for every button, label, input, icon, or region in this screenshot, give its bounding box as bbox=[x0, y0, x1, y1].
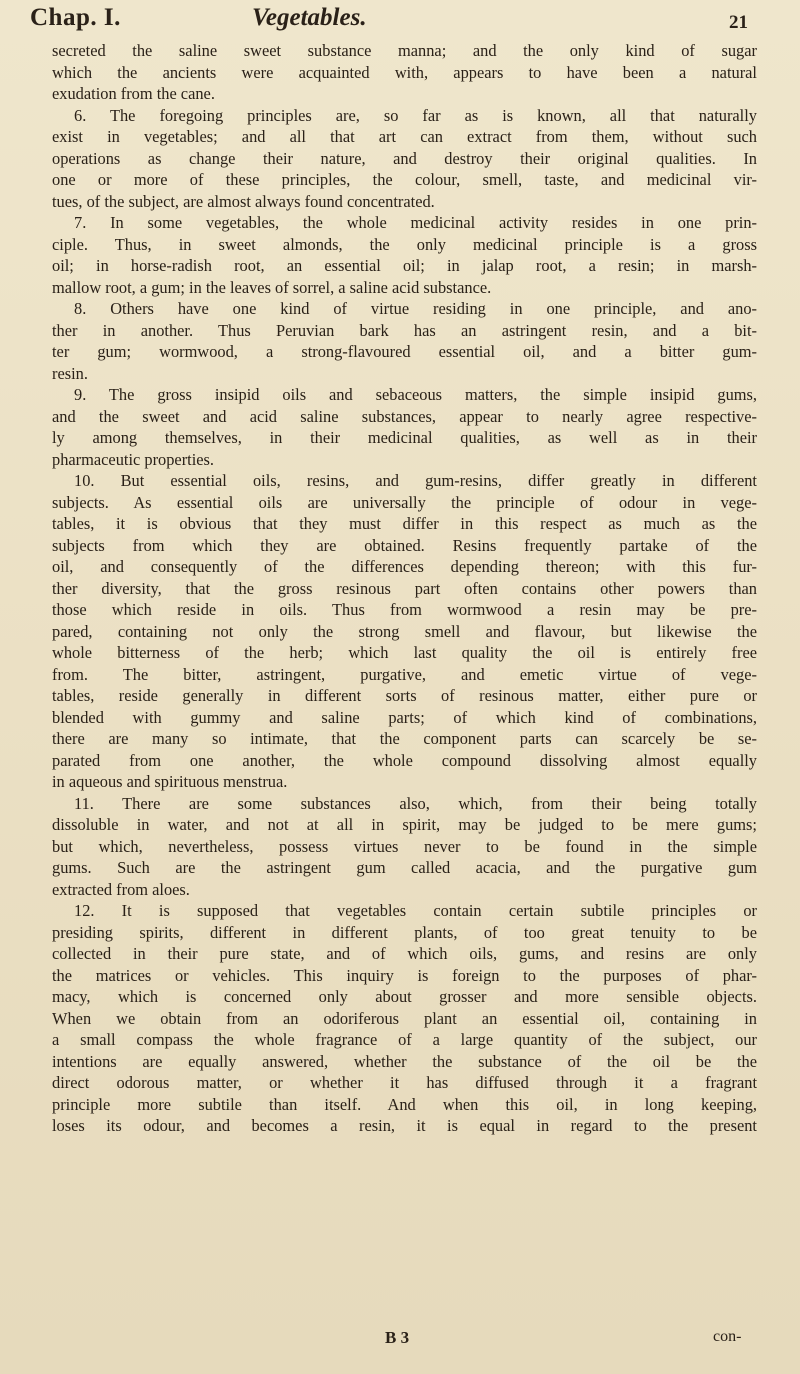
text-line: ther in another. Thus Peruvian bark has an astringent resin, and a bit- bbox=[52, 320, 757, 340]
text-line: direct odorous matter, or whether it has diffused through it a fragrant bbox=[52, 1073, 757, 1092]
text-line: there are many so intimate, that the component parts can scarcely be se- bbox=[52, 729, 757, 748]
text-line: and the sweet and acid saline substances, appear to nearly agree respective- bbox=[52, 406, 757, 426]
text-line: tables, reside generally in different sorts of resinous matter, either pure or bbox=[52, 686, 757, 705]
text-line: ly among themselves, in their medicinal qualities, as well as in their bbox=[52, 428, 757, 447]
text-line: tables, it is obvious that they must differ in this respect as much as the bbox=[52, 514, 757, 533]
page-footer bbox=[0, 1328, 800, 1358]
text-line: principle more subtile than itself. And when this oil, in long keeping, bbox=[52, 1094, 757, 1114]
page-number: 21 bbox=[729, 12, 748, 33]
text-line: a small compass the whole fragrance of a large quantity of the subject, our bbox=[52, 1030, 757, 1049]
text-line: ter gum; wormwood, a strong-flavoured essential oil, and a bitter gum- bbox=[52, 342, 757, 361]
text-line: When we obtain from an odoriferous plant an essential oil, containing in bbox=[52, 1008, 757, 1028]
paragraph-12-start: 12. It is supposed that vegetables contain certain subtile principles or bbox=[74, 901, 757, 920]
text-line: parated from one another, the whole compound dissolving almost equally bbox=[52, 750, 757, 770]
text-line: secreted the saline sweet substance manna; and the only kind of sugar bbox=[52, 41, 757, 60]
text-line: oil; in horse-radish root, an essential oil; in jalap root, a resin; in marsh- bbox=[52, 256, 757, 275]
text-line: presiding spirits, different in different plants, of too great tenuity to be bbox=[52, 922, 757, 942]
text-line: blended with gummy and saline parts; of which kind of combinations, bbox=[52, 707, 757, 727]
text-line: in aqueous and spirituous menstrua. bbox=[52, 772, 288, 791]
text-line: dissoluble in water, and not at all in spirit, may be judged to be mere gums; bbox=[52, 815, 757, 834]
catchword: con- bbox=[713, 1328, 742, 1345]
text-line: those which reside in oils. Thus from wormwood a resin may be pre- bbox=[52, 600, 757, 619]
text-line: whole bitterness of the herb; which last quality the oil is entirely free bbox=[52, 643, 757, 662]
chapter-label: Chap. I. bbox=[30, 4, 121, 31]
text-line: pared, containing not only the strong smell and flavour, but likewise the bbox=[52, 621, 757, 641]
text-line: resin. bbox=[52, 363, 88, 383]
text-line: operations as change their nature, and destroy their original qualities. In bbox=[52, 148, 757, 168]
text-line: from. The bitter, astringent, purgative, and emetic virtue of vege- bbox=[52, 664, 757, 684]
paragraph-7-start: 7. In some vegetables, the whole medicinal activity resides in one prin- bbox=[74, 213, 757, 232]
text-line: exist in vegetables; and all that art can extract from them, without such bbox=[52, 127, 757, 146]
text-line: exudation from the cane. bbox=[52, 84, 215, 103]
text-line: ther diversity, that the gross resinous part often contains other powers than bbox=[52, 578, 757, 598]
text-line: mallow root, a gum; in the leaves of sorrel, a saline acid substance. bbox=[52, 277, 492, 297]
text-line: collected in their pure state, and of which oils, gums, and resins are only bbox=[52, 944, 757, 963]
text-line: the matrices or vehicles. This inquiry is foreign to the purposes of phar- bbox=[52, 965, 757, 985]
paragraph-10-start: 10. But essential oils, resins, and gum-resins, differ greatly in different bbox=[74, 471, 757, 490]
running-header bbox=[0, 0, 800, 40]
text-line: oil, and consequently of the differences depending thereon; with this fur- bbox=[52, 557, 757, 576]
text-line: gums. Such are the astringent gum called acacia, and the purgative gum bbox=[52, 858, 757, 877]
text-line: tues, of the subject, are almost always found concentrated. bbox=[52, 191, 435, 211]
text-line: loses its odour, and becomes a resin, it is equal in regard to the present bbox=[52, 1116, 757, 1135]
text-line: but which, nevertheless, possess virtues never to be found in the simple bbox=[52, 836, 757, 856]
text-line: intentions are equally answered, whether the substance of the oil be the bbox=[52, 1051, 757, 1071]
text-line: which the ancients were acquainted with, appears to have been a natural bbox=[52, 62, 757, 82]
paragraph-9-start: 9. The gross insipid oils and sebaceous matters, the simple insipid gums, bbox=[74, 385, 757, 404]
text-line: pharmaceutic properties. bbox=[52, 449, 215, 469]
paragraph-11-start: 11. There are some substances also, which, from their being totally bbox=[74, 793, 757, 813]
running-title: Vegetables. bbox=[252, 4, 367, 31]
text-line: subjects from which they are obtained. Resins frequently partake of the bbox=[52, 535, 757, 555]
body-text bbox=[52, 40, 757, 1137]
text-line: macy, which is concerned only about grosser and more sensible objects. bbox=[52, 987, 757, 1006]
paragraph-8-start: 8. Others have one kind of virtue residing in one principle, and ano- bbox=[74, 299, 757, 318]
paragraph-6-start: 6. The foregoing principles are, so far as is known, all that naturally bbox=[74, 105, 757, 125]
text-line: one or more of these principles, the colour, smell, taste, and medicinal vir- bbox=[52, 170, 757, 189]
text-line: ciple. Thus, in sweet almonds, the only medicinal principle is a gross bbox=[52, 234, 757, 254]
signature-mark: B 3 bbox=[385, 1328, 410, 1347]
text-line: subjects. As essential oils are universally the principle of odour in vege- bbox=[52, 492, 757, 512]
text-line: extracted from aloes. bbox=[52, 879, 190, 899]
